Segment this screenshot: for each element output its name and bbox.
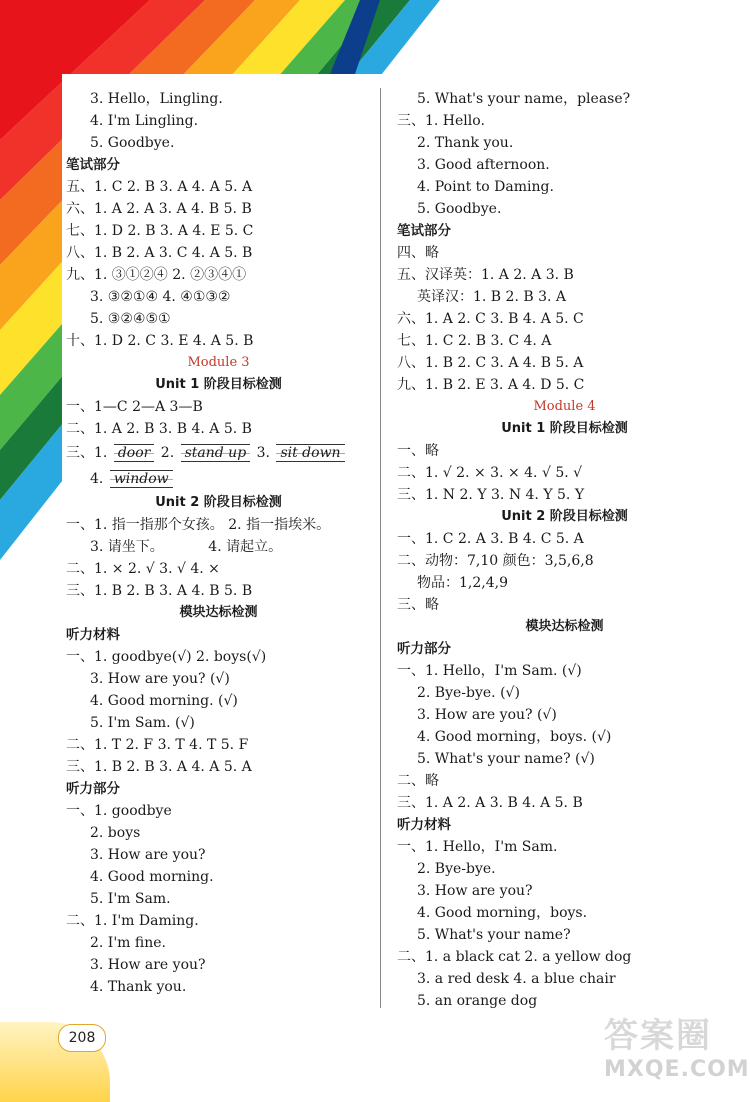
answer-line: 4. Point to Daming. <box>417 179 554 195</box>
answer-line: 八、1. B 2. C 3. A 4. B 5. A <box>397 355 584 371</box>
answer-line: 3. Hello，Lingling. <box>90 91 223 107</box>
answer-line: 一、1. 指一指那个女孩。 2. 指一指埃米。 <box>66 517 331 533</box>
page-number: 208 <box>58 1024 106 1052</box>
answer-line: 三、1. Hello. <box>397 113 485 129</box>
answer-line: 3. How are you? <box>90 847 206 863</box>
answer-line: 二、1. a black cat 2. a yellow dog <box>397 949 632 965</box>
answer-line: 4. I'm Lingling. <box>90 113 199 129</box>
answer-line: 3. ③②①④ 4. ④①③② <box>90 289 231 305</box>
answer-line: 4. Good morning. <box>90 869 214 885</box>
answer-line: 二、略 <box>397 773 439 789</box>
column-divider <box>380 88 381 1008</box>
answer-line: 3. How are you? <box>417 883 533 899</box>
answer-line: 3. Good afternoon. <box>417 157 550 173</box>
answer-prefix: 三、1. <box>66 445 108 461</box>
answer-line: 4. Good morning. (√) <box>90 693 238 709</box>
section-heading: 听力材料 <box>397 817 451 833</box>
answer-line: 七、1. C 2. B 3. C 4. A <box>397 333 552 349</box>
answer-line: 3. How are you? (√) <box>90 671 230 687</box>
answer-line: 八、1. B 2. A 3. C 4. A 5. B <box>66 245 253 261</box>
answer-line: 三、略 <box>397 597 439 613</box>
answer-line: 5. I'm Sam. <box>90 891 171 907</box>
answer-line: 3. a red desk 4. a blue chair <box>417 971 616 987</box>
answer-line: 5. ③②④⑤① <box>90 311 171 327</box>
handwritten-word: sit down <box>276 444 344 462</box>
item-number: 3. <box>256 445 270 461</box>
item-number: 2. <box>160 445 175 461</box>
section-heading: 笔试部分 <box>397 223 451 239</box>
handwritten-word: stand up <box>181 444 251 462</box>
answer-line: 四、略 <box>397 245 439 261</box>
answer-line: 5. Goodbye. <box>417 201 502 217</box>
answer-line: 3. 请坐下。 4. 请起立。 <box>90 539 283 555</box>
handwritten-word: door <box>114 444 155 462</box>
page-number-badge <box>0 1010 110 1102</box>
answer-line: 一、1. goodbye(√) 2. boys(√) <box>66 649 267 665</box>
module-title: Module 4 <box>533 399 596 414</box>
answer-line: 5. I'm Sam. (√) <box>90 715 195 731</box>
answer-line: 2. boys <box>90 825 141 841</box>
handwriting-line <box>66 440 371 466</box>
answer-line: 2. Bye-bye. <box>417 861 496 877</box>
answer-line: 二、1. A 2. B 3. B 4. A 5. B <box>66 421 252 437</box>
answer-line: 5. What's your name，please? <box>417 91 631 107</box>
answer-line: 二、1. I'm Daming. <box>66 913 199 929</box>
answer-line: 二、1. √ 2. × 3. × 4. √ 5. √ <box>397 465 583 481</box>
answer-line: 三、1. B 2. B 3. A 4. A 5. A <box>66 759 252 775</box>
answer-line: 5. What's your name? <box>417 927 571 943</box>
unit-title: Unit 1 阶段目标检测 <box>155 377 282 392</box>
unit-title: Unit 2 阶段目标检测 <box>501 509 628 524</box>
answer-line: 二、动物：7,10 颜色：3,5,6,8 <box>397 553 594 569</box>
answer-line: 一、1. goodbye <box>66 803 172 819</box>
answer-line: 4. Good morning，boys. <box>417 905 588 921</box>
section-title: 模块达标检测 <box>179 605 258 620</box>
answer-line: 3. How are you? (√) <box>417 707 557 723</box>
answer-line: 5. an orange dog <box>417 993 538 1009</box>
answer-line: 六、1. A 2. C 3. B 4. A 5. C <box>397 311 584 327</box>
answer-line: 九、1. B 2. E 3. A 4. D 5. C <box>397 377 585 393</box>
answer-line: 九、1. ③①②④ 2. ②③④① <box>66 267 247 283</box>
answer-line: 英译汉：1. B 2. B 3. A <box>417 289 567 305</box>
handwriting-line <box>66 466 371 492</box>
answer-line: 4. Thank you. <box>90 979 187 995</box>
unit-title: Unit 2 阶段目标检测 <box>155 495 282 510</box>
answer-line: 物品：1,2,4,9 <box>417 575 508 591</box>
answer-line: 三、1. A 2. A 3. B 4. A 5. B <box>397 795 583 811</box>
answer-line: 三、1. B 2. B 3. A 4. B 5. B <box>66 583 253 599</box>
answer-line: 一、1. C 2. A 3. B 4. C 5. A <box>397 531 584 547</box>
left-column <box>66 88 371 998</box>
answer-line: 十、1. D 2. C 3. E 4. A 5. B <box>66 333 254 349</box>
answer-line: 一、1—C 2—A 3—B <box>66 399 203 415</box>
module-title: Module 3 <box>187 355 250 370</box>
answer-line: 一、略 <box>397 443 439 459</box>
watermark <box>604 1008 750 1098</box>
watermark-url: MXQE.COM <box>604 1057 750 1082</box>
watermark-logo: 答案圈 <box>604 1016 712 1056</box>
answer-line: 5. Goodbye. <box>90 135 175 151</box>
answer-line: 3. How are you? <box>90 957 206 973</box>
unit-title: Unit 1 阶段目标检测 <box>501 421 628 436</box>
answer-line: 4. Good morning，boys. (√) <box>417 729 612 745</box>
answer-line: 2. I'm fine. <box>90 935 167 951</box>
answer-line: 一、1. Hello，I'm Sam. (√) <box>397 663 582 679</box>
answer-line: 2. Bye-bye. (√) <box>417 685 520 701</box>
section-heading: 听力部分 <box>66 781 120 797</box>
answer-line: 二、1. T 2. F 3. T 4. T 5. F <box>66 737 249 753</box>
answer-line: 二、1. × 2. √ 3. √ 4. × <box>66 561 220 577</box>
handwritten-word: window <box>110 470 173 488</box>
answer-line: 六、1. A 2. A 3. A 4. B 5. B <box>66 201 252 217</box>
answer-line: 5. What's your name? (√) <box>417 751 595 767</box>
answer-line: 一、1. Hello，I'm Sam. <box>397 839 558 855</box>
right-column <box>397 88 732 1012</box>
answer-line: 三、1. N 2. Y 3. N 4. Y 5. Y <box>397 487 585 503</box>
section-title: 模块达标检测 <box>525 619 604 634</box>
answer-line: 2. Thank you. <box>417 135 514 151</box>
section-heading: 听力材料 <box>66 627 120 643</box>
section-heading: 笔试部分 <box>66 157 120 173</box>
answer-line: 五、1. C 2. B 3. A 4. A 5. A <box>66 179 253 195</box>
answer-line: 五、汉译英：1. A 2. A 3. B <box>397 267 574 283</box>
answer-line: 七、1. D 2. B 3. A 4. E 5. C <box>66 223 254 239</box>
item-number: 4. <box>90 471 104 487</box>
section-heading: 听力部分 <box>397 641 451 657</box>
